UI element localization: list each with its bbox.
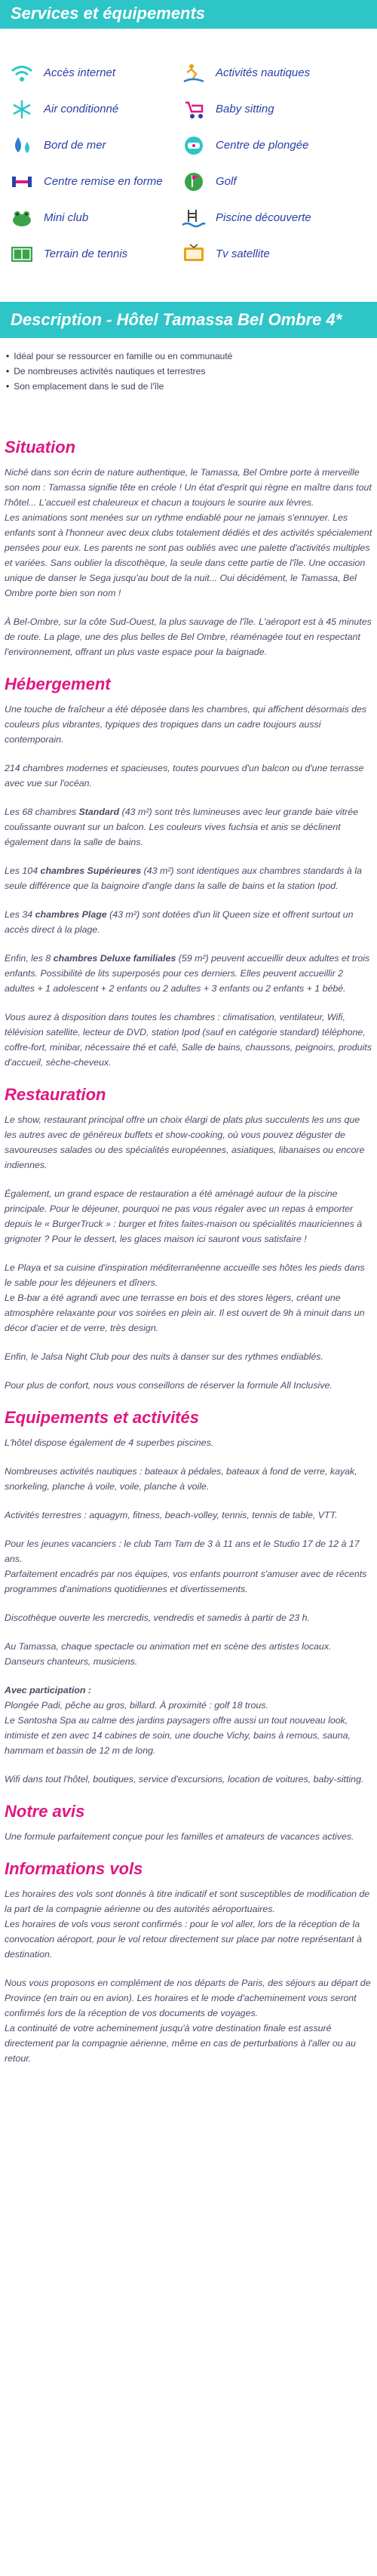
amenity-label: Accès internet	[44, 66, 116, 79]
room-type: Standard	[78, 807, 120, 817]
services-title: Services et équipements	[0, 0, 377, 29]
paragraph	[5, 863, 372, 893]
paragraph: Discothèque ouverte les mercredis, vendredis et samedis à partir de 23 h.	[5, 1612, 310, 1623]
text: Les 34	[5, 909, 35, 920]
amenity-label: Golf	[216, 175, 237, 188]
section-title-equipements: Equipements et activités	[5, 1408, 199, 1427]
paragraph: Le show, restaurant principal offre un choix élargi de plats plus succulents les uns que les autres avec de généreux buffets et show-cooking, où vous pouvez déguster de savoureuses salades ou des spécialités européennes, asiatiques, libanaises ou encore indiennes.	[5, 1114, 365, 1170]
amenity-label: Activités nautiques	[216, 66, 311, 79]
paragraph: L'hôtel dispose également de 4 superbes piscines.	[5, 1437, 214, 1448]
paragraph: Pour les jeunes vacanciers : le club Tam Tam de 3 à 11 ans et le Studio 17 de 12 à 17 ans. Parfaitement encadrés par nos équipes, vos enfants pourront s'amuser avec de récents programmes d'animations quotidiennes et divertissements.	[5, 1539, 367, 1594]
paragraph	[5, 951, 372, 996]
room-type: chambres Plage	[35, 909, 107, 920]
paragraph: Les horaires des vols sont donnés à titre indicatif et sont susceptibles de modification de la part de la compagnie aérienne ou des autorités aéroportuaires. Les horaires de vols vous seront confirmés : pour le vol aller, lors de la réception de la convocation aéroport, pour le vol retour directement sur place par notre représentant à destination.	[5, 1889, 370, 1960]
description-title: Description - Hôtel Tamassa Bel Ombre 4*	[0, 302, 377, 338]
amenity-label: Piscine découverte	[216, 211, 311, 224]
section-title-restauration: Restauration	[5, 1085, 106, 1104]
text: Plongée Padi, pêche au gros, billard. À proximité : golf 18 trous. Le Santosha Spa au calme des jardins paysagers offre aussi un tout nouveau look, intimiste et zen avec 14 cabines de soin, une douche Vichy, bains à remous, sauna, hammam et bassin de 12 m de long.	[5, 1700, 351, 1756]
snowflake-icon	[9, 98, 35, 121]
baby-stroller-icon	[181, 98, 207, 121]
paragraph	[5, 1683, 372, 1758]
text: (43 m²) sont dotées d'un lit Queen size et offrent surtout un accès direct à la plage.	[5, 909, 354, 935]
amenity-label: Terrain de tennis	[44, 247, 128, 260]
paragraph: Également, un grand espace de restauration a été aménagé autour de la piscine principale. Pour le déjeuner, pourquoi ne pas vous régaler avec un repas à emporter depuis le « BurgerTruck » : burger et frites faites-maison ou spécialités mauriciennes à grignoter ? Pour le dessert, les glaces maison ici sauront vous satisfaire !	[5, 1188, 363, 1244]
description-section	[0, 302, 377, 394]
text: Enfin, les 8	[5, 953, 54, 964]
section-title-infos-vols: Informations vols	[5, 1859, 143, 1878]
amenity-label: Air conditionné	[44, 103, 119, 115]
paragraph: Enfin, le Jalsa Night Club pour des nuits à danser sur des rythmes endiablés.	[5, 1351, 323, 1362]
participation-heading: Avec participation :	[5, 1685, 91, 1695]
paragraph: Une touche de fraîcheur a été déposée dans les chambres, qui affichent désormais des couleurs plus vibrantes, typiques des tropiques dans un cadre toujours aussi contemporain.	[5, 704, 367, 745]
amenity-label: Bord de mer	[44, 139, 106, 152]
paragraph: Activités terrestres : aquagym, fitness, beach-volley, tennis, tennis de table, VTT.	[5, 1510, 338, 1520]
list-item: • De nombreuses activités nautiques et terrestres	[6, 364, 377, 379]
paragraph: Wifi dans tout l'hôtel, boutiques, service d'excursions, location de voitures, baby-sitting.	[5, 1774, 364, 1784]
wifi-icon	[9, 62, 35, 85]
paragraph: 214 chambres modernes et spacieuses, toutes pourvues d'un balcon ou d'une terrasse avec vue sur l'océan.	[5, 763, 364, 788]
dumbbell-icon	[9, 171, 35, 193]
diving-mask-icon	[181, 134, 207, 157]
paragraph: Nous vous proposons en complément de nos départs de Paris, des séjours au départ de Province (en train ou en avion). Les horaires et le mode d'acheminement vous seront confirmés lors de la réception de vos documents de voyages. La continuité de votre acheminement jusqu'à votre destination finale est assuré directement par la compagnie aérienne, même en cas de perturbations à l'aller ou au retour.	[5, 1978, 371, 2064]
text: Les 104	[5, 865, 41, 876]
tv-icon	[181, 243, 207, 266]
water-drop-icon	[9, 134, 35, 157]
paragraph: Nombreuses activités nautiques : bateaux à pédales, bateaux à fond de verre, kayak, snorkeling, planche à voile, voile, planche à voile.	[5, 1466, 357, 1492]
text: (59 m²) peuvent accueillir deux adultes et trois enfants. Possibilité de lits superposés pour ces derniers. Elles peuvent accueillir 2 adultes + 1 adolescent + 2 enfants ou 2 adultes + 3 enfants ou 2 enfants + 1 bébé.	[5, 953, 370, 994]
surfer-icon	[181, 62, 207, 85]
golf-icon	[181, 171, 207, 193]
paragraph: Le Playa et sa cuisine d'inspiration méditerranéenne accueille ses hôtes les pieds dans le sable pour les déjeuners et dîners. Le B-bar a été agrandi avec une terrasse en bois et des stores légers, créant une atmosphère relaxante pour vos soirées en plein air. Il est ouvert de 9h à minuit dans un décor d'acier et de verre, très design.	[5, 1262, 365, 1333]
amenities-grid	[0, 62, 377, 288]
paragraph: À Bel-Ombre, sur la côte Sud-Ouest, la plus sauvage de l'île. L'aéroport est à 45 minutes de route. La plage, une des plus belles de Bel Ombre, réaménagée tout en respectant l'environnement, offrant un plus vaste espace pour la baignade.	[5, 616, 372, 657]
content-body	[0, 423, 377, 2080]
tennis-icon	[9, 243, 35, 266]
list-item: • Idéal pour se ressourcer en famille ou en communauté	[6, 349, 377, 364]
frog-icon	[9, 207, 35, 229]
amenity-label: Centre de plongée	[216, 139, 309, 152]
paragraph	[5, 804, 372, 850]
text: (43 m²) sont très lumineuses avec leur grande baie vitrée coulissante ouvrant sur un balcon. Les couleurs vives fuchsia et anis se déclinent également dans la salle de bains.	[5, 807, 358, 847]
paragraph: Au Tamassa, chaque spectacle ou animation met en scène des artistes locaux. Danseurs chanteurs, musiciens.	[5, 1641, 332, 1667]
list-item: • Son emplacement dans le sud de l'île	[6, 379, 377, 394]
amenity-label: Mini club	[44, 211, 89, 224]
section-title-situation: Situation	[5, 438, 76, 456]
paragraph: Vous aurez à disposition dans toutes les chambres : climatisation, ventilateur, Wifi, télévision satellite, lecteur de DVD, station Ipod (sauf en catégorie standard) téléphone, coffre-fort, minibar, nécessaire thé et café, Salle de bains, chaussons, peignoirs, produits d'accueil, sèche-cheveux.	[5, 1012, 372, 1068]
section-title-avis: Notre avis	[5, 1802, 85, 1821]
room-type: chambres Supérieures	[40, 865, 142, 876]
room-type: chambres Deluxe familiales	[53, 953, 176, 964]
description-bullets	[0, 349, 377, 394]
pool-icon	[181, 207, 207, 229]
paragraph	[5, 907, 372, 937]
amenity-label: Baby sitting	[216, 103, 274, 115]
text: Les 68 chambres	[5, 807, 79, 817]
paragraph: Niché dans son écrin de nature authentique, le Tamassa, Bel Ombre porte à merveille son nom : Tamassa signifie tête en créole ! Un état d'esprit qui règne en maître dans tout l'hôtel... L'accueil est chaleureux et chacun a toujours le sourire aux lèvres. Les animations sont menées sur un rythme endiablé pour ne jamais s'ennuyer. Les enfants sont à l'honneur avec deux clubs totalement dédiés et des activités spécialement pensées pour eux. Les parents ne sont pas oubliés avec une palette d'activités multiples et variées. Sans oublier la discothèque, la seule dans cette partie de l'île. Une occasion unique de danser le Sega jusqu'au bout de la nuit... Oui décidément, le Tamassa, Bel Ombre porte bien son nom !	[5, 467, 372, 598]
text: (43 m²) sont identiques aux chambres standards à la seule différence que la baignoire d'angle dans la salle de bains et la station Ipod.	[5, 865, 362, 891]
amenity-label: Tv satellite	[216, 247, 270, 260]
paragraph: Une formule parfaitement conçue pour les familles et amateurs de vacances actives.	[5, 1831, 354, 1842]
amenity-label: Centre remise en forme	[44, 175, 163, 188]
paragraph: Pour plus de confort, nous vous conseillons de réserver la formule All Inclusive.	[5, 1380, 333, 1391]
section-title-hebergement: Hébergement	[5, 675, 111, 693]
services-section	[0, 0, 377, 302]
